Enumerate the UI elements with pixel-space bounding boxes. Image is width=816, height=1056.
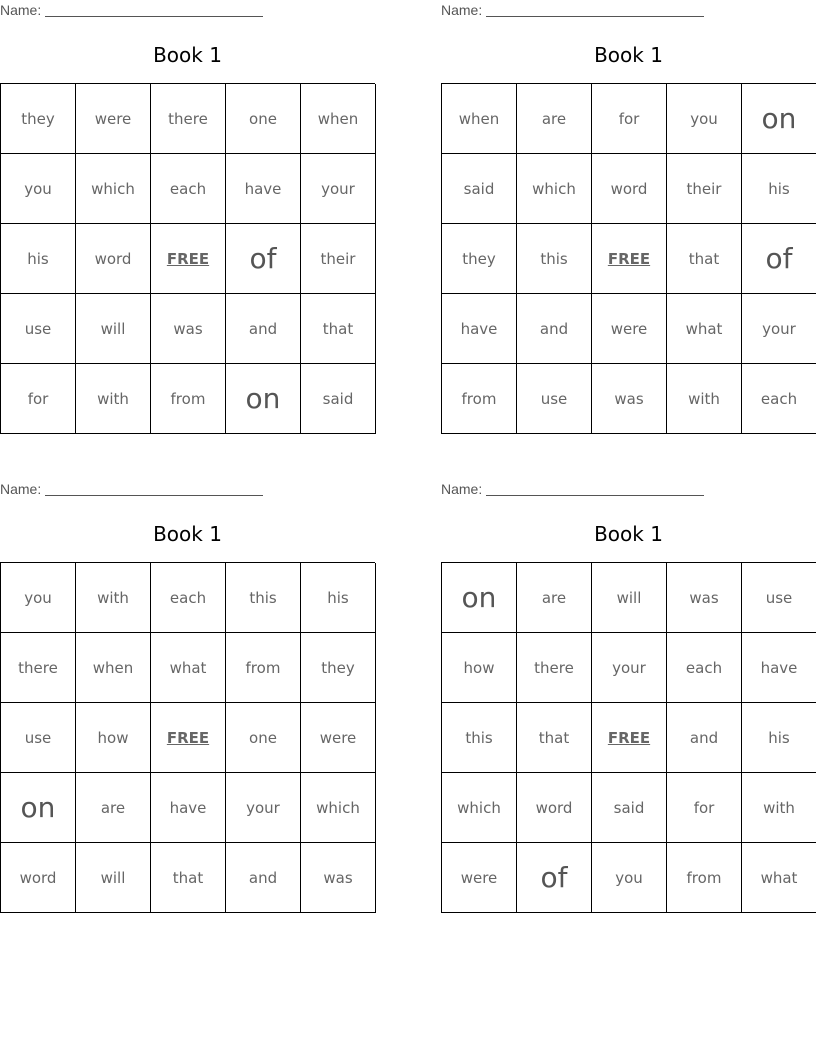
free-space-cell[interactable]: FREE bbox=[151, 224, 226, 294]
word-cell[interactable]: with bbox=[667, 364, 742, 434]
card-title: Book 1 bbox=[594, 522, 663, 546]
word-cell[interactable]: was bbox=[592, 364, 667, 434]
word-cell[interactable]: on bbox=[742, 84, 816, 154]
word-cell[interactable]: word bbox=[592, 154, 667, 224]
word-cell[interactable]: are bbox=[517, 84, 592, 154]
free-space-cell[interactable]: FREE bbox=[592, 224, 667, 294]
word-cell[interactable]: were bbox=[76, 84, 151, 154]
word-cell[interactable]: each bbox=[151, 154, 226, 224]
name-label: Name: bbox=[441, 481, 483, 497]
word-cell[interactable]: have bbox=[742, 633, 816, 703]
word-cell[interactable]: from bbox=[667, 843, 742, 913]
word-cell[interactable]: each bbox=[667, 633, 742, 703]
name-field[interactable] bbox=[0, 2, 276, 18]
word-cell[interactable]: have bbox=[151, 773, 226, 843]
word-cell[interactable]: said bbox=[592, 773, 667, 843]
word-cell[interactable]: use bbox=[1, 294, 76, 364]
word-cell[interactable]: use bbox=[742, 563, 816, 633]
word-cell[interactable]: for bbox=[667, 773, 742, 843]
word-cell[interactable]: was bbox=[667, 563, 742, 633]
word-cell[interactable]: word bbox=[76, 224, 151, 294]
word-cell[interactable]: are bbox=[517, 563, 592, 633]
name-field[interactable] bbox=[441, 2, 717, 18]
word-cell[interactable]: were bbox=[442, 843, 517, 913]
word-cell[interactable]: of bbox=[742, 224, 816, 294]
bingo-card-top-left bbox=[0, 0, 376, 440]
word-cell[interactable]: and bbox=[667, 703, 742, 773]
word-cell[interactable]: how bbox=[76, 703, 151, 773]
card-title: Book 1 bbox=[153, 522, 222, 546]
word-cell[interactable]: his bbox=[1, 224, 76, 294]
word-cell[interactable]: each bbox=[151, 563, 226, 633]
name-field[interactable] bbox=[441, 481, 717, 497]
word-cell[interactable]: how bbox=[442, 633, 517, 703]
card-title: Book 1 bbox=[594, 43, 663, 67]
bingo-grid bbox=[441, 562, 816, 913]
word-cell[interactable]: their bbox=[301, 224, 376, 294]
name-underline bbox=[486, 16, 704, 17]
word-cell[interactable]: have bbox=[226, 154, 301, 224]
word-cell[interactable]: was bbox=[301, 843, 376, 913]
word-cell[interactable]: that bbox=[517, 703, 592, 773]
word-cell[interactable]: there bbox=[517, 633, 592, 703]
word-cell[interactable]: from bbox=[226, 633, 301, 703]
name-underline bbox=[45, 16, 263, 17]
word-cell[interactable]: with bbox=[76, 563, 151, 633]
word-cell[interactable]: for bbox=[592, 84, 667, 154]
word-cell[interactable]: from bbox=[151, 364, 226, 434]
bingo-grid bbox=[0, 562, 375, 913]
word-cell[interactable]: which bbox=[76, 154, 151, 224]
word-cell[interactable]: for bbox=[1, 364, 76, 434]
word-cell[interactable]: will bbox=[76, 294, 151, 364]
word-cell[interactable]: of bbox=[226, 224, 301, 294]
word-cell[interactable]: your bbox=[742, 294, 816, 364]
word-cell[interactable]: when bbox=[301, 84, 376, 154]
word-cell[interactable]: were bbox=[592, 294, 667, 364]
word-cell[interactable]: his bbox=[742, 154, 816, 224]
card-title: Book 1 bbox=[153, 43, 222, 67]
word-cell[interactable]: that bbox=[301, 294, 376, 364]
word-cell[interactable]: will bbox=[76, 843, 151, 913]
word-cell[interactable]: word bbox=[517, 773, 592, 843]
word-cell[interactable]: there bbox=[151, 84, 226, 154]
word-cell[interactable]: of bbox=[517, 843, 592, 913]
word-cell[interactable]: you bbox=[1, 154, 76, 224]
word-cell[interactable]: his bbox=[301, 563, 376, 633]
bingo-card-top-right bbox=[441, 0, 816, 440]
name-label: Name: bbox=[441, 2, 483, 18]
bingo-grid bbox=[441, 83, 816, 434]
word-cell[interactable]: and bbox=[226, 294, 301, 364]
word-cell[interactable]: you bbox=[1, 563, 76, 633]
word-cell[interactable]: and bbox=[517, 294, 592, 364]
word-cell[interactable]: what bbox=[667, 294, 742, 364]
name-field[interactable] bbox=[0, 481, 276, 497]
word-cell[interactable]: this bbox=[517, 224, 592, 294]
word-cell[interactable]: your bbox=[226, 773, 301, 843]
word-cell[interactable]: one bbox=[226, 703, 301, 773]
word-cell[interactable]: use bbox=[517, 364, 592, 434]
word-cell[interactable]: this bbox=[226, 563, 301, 633]
word-cell[interactable]: and bbox=[226, 843, 301, 913]
bingo-card-bottom-right bbox=[441, 479, 816, 919]
word-cell[interactable]: which bbox=[517, 154, 592, 224]
word-cell[interactable]: each bbox=[742, 364, 816, 434]
word-cell[interactable]: were bbox=[301, 703, 376, 773]
word-cell[interactable]: with bbox=[76, 364, 151, 434]
word-cell[interactable]: they bbox=[442, 224, 517, 294]
free-space-cell[interactable]: FREE bbox=[592, 703, 667, 773]
word-cell[interactable]: when bbox=[442, 84, 517, 154]
word-cell[interactable]: from bbox=[442, 364, 517, 434]
word-cell[interactable]: his bbox=[742, 703, 816, 773]
word-cell[interactable]: they bbox=[301, 633, 376, 703]
word-cell[interactable]: was bbox=[151, 294, 226, 364]
word-cell[interactable]: what bbox=[742, 843, 816, 913]
word-cell[interactable]: this bbox=[442, 703, 517, 773]
word-cell[interactable]: on bbox=[1, 773, 76, 843]
word-cell[interactable]: your bbox=[301, 154, 376, 224]
word-cell[interactable]: what bbox=[151, 633, 226, 703]
word-cell[interactable]: with bbox=[742, 773, 816, 843]
word-cell[interactable]: there bbox=[1, 633, 76, 703]
word-cell[interactable]: which bbox=[442, 773, 517, 843]
word-cell[interactable]: on bbox=[442, 563, 517, 633]
word-cell[interactable]: you bbox=[592, 843, 667, 913]
word-cell[interactable]: will bbox=[592, 563, 667, 633]
name-label: Name: bbox=[0, 481, 42, 497]
word-cell[interactable]: have bbox=[442, 294, 517, 364]
word-cell[interactable]: which bbox=[301, 773, 376, 843]
word-cell[interactable]: they bbox=[1, 84, 76, 154]
bingo-grid bbox=[0, 83, 375, 434]
word-cell[interactable]: that bbox=[151, 843, 226, 913]
free-space-cell[interactable]: FREE bbox=[151, 703, 226, 773]
word-cell[interactable]: said bbox=[442, 154, 517, 224]
word-cell[interactable]: their bbox=[667, 154, 742, 224]
word-cell[interactable]: on bbox=[226, 364, 301, 434]
name-underline bbox=[45, 495, 263, 496]
word-cell[interactable]: said bbox=[301, 364, 376, 434]
name-underline bbox=[486, 495, 704, 496]
name-label: Name: bbox=[0, 2, 42, 18]
word-cell[interactable]: word bbox=[1, 843, 76, 913]
word-cell[interactable]: that bbox=[667, 224, 742, 294]
word-cell[interactable]: one bbox=[226, 84, 301, 154]
word-cell[interactable]: your bbox=[592, 633, 667, 703]
word-cell[interactable]: are bbox=[76, 773, 151, 843]
bingo-card-bottom-left bbox=[0, 479, 376, 919]
word-cell[interactable]: you bbox=[667, 84, 742, 154]
word-cell[interactable]: when bbox=[76, 633, 151, 703]
word-cell[interactable]: use bbox=[1, 703, 76, 773]
